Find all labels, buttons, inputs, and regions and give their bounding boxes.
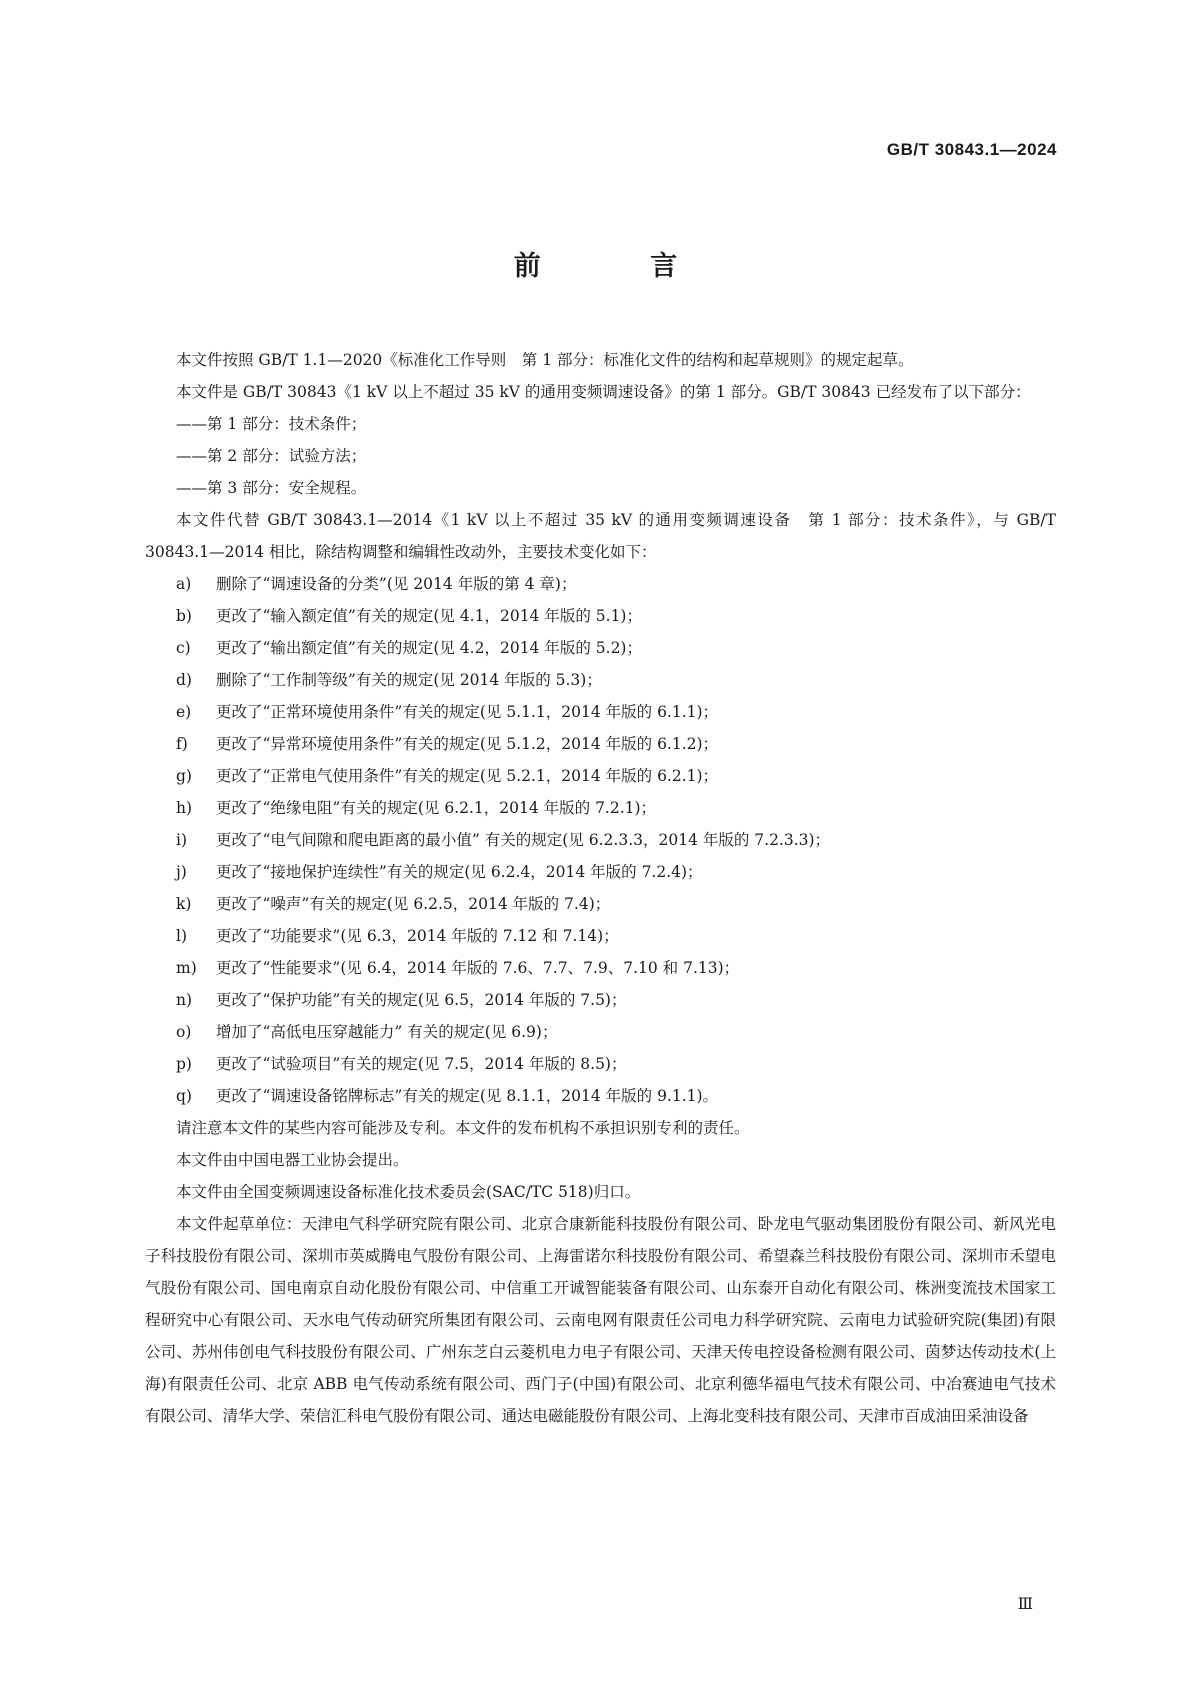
change-item xyxy=(145,984,1056,1016)
change-label: d) xyxy=(176,671,192,689)
change-label: f) xyxy=(176,735,188,753)
change-text: 更改了“试验项目”有关的规定(见 7.5，2014 年版的 8.5)； xyxy=(216,1055,627,1073)
change-text: 更改了“正常电气使用条件”有关的规定(见 5.2.1，2014 年版的 6.2.1)； xyxy=(216,767,719,785)
change-label: c) xyxy=(176,639,191,657)
change-text: 更改了“输出额定值”有关的规定(见 4.2，2014 年版的 5.2)； xyxy=(216,639,642,657)
change-item xyxy=(145,920,1056,952)
change-label: q) xyxy=(176,1087,192,1105)
change-item xyxy=(145,1016,1056,1048)
change-item xyxy=(145,696,1056,728)
change-text: 更改了“性能要求”(见 6.4，2014 年版的 7.6、7.7、7.9、7.10 和 7.13)； xyxy=(216,959,740,977)
intro-paragraph-1: 本文件按照 GB/T 1.1—2020《标准化工作导则 第 1 部分：标准化文件的结构和起草规则》的规定起草。 xyxy=(176,351,914,369)
change-text: 更改了“异常环境使用条件”有关的规定(见 5.1.2，2014 年版的 6.1.2)； xyxy=(216,735,719,753)
change-label: a) xyxy=(176,575,192,593)
change-item xyxy=(145,568,1056,600)
change-item xyxy=(145,888,1056,920)
change-item xyxy=(145,664,1056,696)
page-title: 前 言 xyxy=(513,251,728,282)
change-text: 更改了“输入额定值”有关的规定(见 4.1，2014 年版的 5.1)； xyxy=(216,607,642,625)
change-item xyxy=(145,856,1056,888)
change-text: 更改了“绝缘电阻”有关的规定(见 6.2.1，2014 年版的 7.2.1)； xyxy=(216,799,657,817)
change-label: h) xyxy=(176,799,193,817)
change-label: b) xyxy=(176,607,192,625)
change-text: 更改了“保护功能”有关的规定(见 6.5，2014 年版的 7.5)； xyxy=(216,991,627,1009)
change-label: g) xyxy=(176,767,192,785)
change-item xyxy=(145,952,1056,984)
page-number: Ⅲ xyxy=(1017,1594,1033,1613)
change-text: 删除了“调速设备的分类”(见 2014 年版的第 4 章)； xyxy=(216,575,577,593)
change-text: 更改了“调速设备铭牌标志”有关的规定(见 8.1.1，2014 年版的 9.1.1)。 xyxy=(216,1087,719,1105)
part-list-item: ——第 2 部分：试验方法； xyxy=(176,447,367,465)
change-label: j) xyxy=(176,863,187,881)
change-label: p) xyxy=(176,1055,192,1073)
change-text: 更改了“电气间隙和爬电距离的最小值” 有关的规定(见 6.2.3.3，2014 年版的 7.2.3.3)； xyxy=(216,831,831,849)
change-label: n) xyxy=(176,991,193,1009)
intro-paragraph-2: 本文件是 GB/T 30843《1 kV 以上不超过 35 kV 的通用变频调速设备》的第 1 部分。GB/T 30843 已经发布了以下部分： xyxy=(176,383,1031,401)
change-text: 更改了“噪声”有关的规定(见 6.2.5，2014 年版的 7.4)； xyxy=(216,895,611,913)
replace-paragraph: 本文件代替 GB/T 30843.1—2014《1 kV 以上不超过 35 kV 的通用变频调速设备 第 1 部分：技术条件》，与 GB/T 30843.1—2014 相比，除结构调整和编辑性改动外，主要技术变化如下： xyxy=(145,511,1056,561)
part-list-item: ——第 1 部分：技术条件； xyxy=(176,415,367,433)
change-label: m) xyxy=(176,959,197,977)
change-text: 增加了“高低电压穿越能力” 有关的规定(见 6.9)； xyxy=(216,1023,558,1041)
change-item xyxy=(145,824,1056,856)
change-label: l) xyxy=(176,927,188,945)
change-item xyxy=(145,1048,1056,1080)
change-text: 更改了“正常环境使用条件”有关的规定(见 5.1.1，2014 年版的 6.1.1)； xyxy=(216,703,719,721)
standard-code: GB/T 30843.1—2024 xyxy=(886,140,1057,159)
change-item xyxy=(145,728,1056,760)
change-label: o) xyxy=(176,1023,192,1041)
change-label: k) xyxy=(176,895,192,913)
change-label: i) xyxy=(176,831,188,849)
change-item xyxy=(145,760,1056,792)
part-list-item: ——第 3 部分：安全规程。 xyxy=(176,479,367,497)
change-text: 更改了“接地保护连续性”有关的规定(见 6.2.4，2014 年版的 7.2.4)； xyxy=(216,863,703,881)
foreword-body xyxy=(145,344,1056,1432)
change-label: e) xyxy=(176,703,192,721)
change-item xyxy=(145,1080,1056,1112)
change-text: 更改了“功能要求”(见 6.3，2014 年版的 7.12 和 7.14)； xyxy=(216,927,619,945)
change-item xyxy=(145,632,1056,664)
patent-notice: 请注意本文件的某些内容可能涉及专利。本文件的发布机构不承担识别专利的责任。 xyxy=(176,1119,750,1137)
drafting-units-paragraph: 本文件起草单位：天津电气科学研究院有限公司、北京合康新能科技股份有限公司、卧龙电气驱动集团股份有限公司、新风光电子科技股份有限公司、深圳市英威腾电气股份有限公司、上海雷诺尔科技股份有限公司、希望森兰科技股份有限公司、深圳市禾望电气股份有限公司、国电南京自动化股份有限公司、中信重工开诚智能装备有限公司、山东泰开自动化有限公司、株洲变流技术国家工程研究中心有限公司、天水电气传动研究所集团有限公司、云南电网有限责任公司电力科学研究院、云南电力试验研究院(集团)有限公司、苏州伟创电气科技股份有限公司、广州东芝白云菱机电力电子有限公司、天津天传电控设备检测有限公司、茵梦达传动技术(上海)有限责任公司、北京 ABB 电气传动系统有限公司、西门子(中国)有限公司、北京利德华福电气技术有限公司、中冶赛迪电气技术有限公司、清华大学、荣信汇科电气股份有限公司、通达电磁能股份有限公司、上海北变科技有限公司、天津市百成油田采油设备 xyxy=(145,1215,1056,1425)
change-text: 删除了“工作制等级”有关的规定(见 2014 年版的 5.3)； xyxy=(216,671,602,689)
proposer-paragraph: 本文件由中国电器工业协会提出。 xyxy=(176,1151,409,1169)
change-item xyxy=(145,600,1056,632)
change-item xyxy=(145,792,1056,824)
committee-paragraph: 本文件由全国变频调速设备标准化技术委员会(SAC/TC 518)归口。 xyxy=(176,1183,641,1201)
